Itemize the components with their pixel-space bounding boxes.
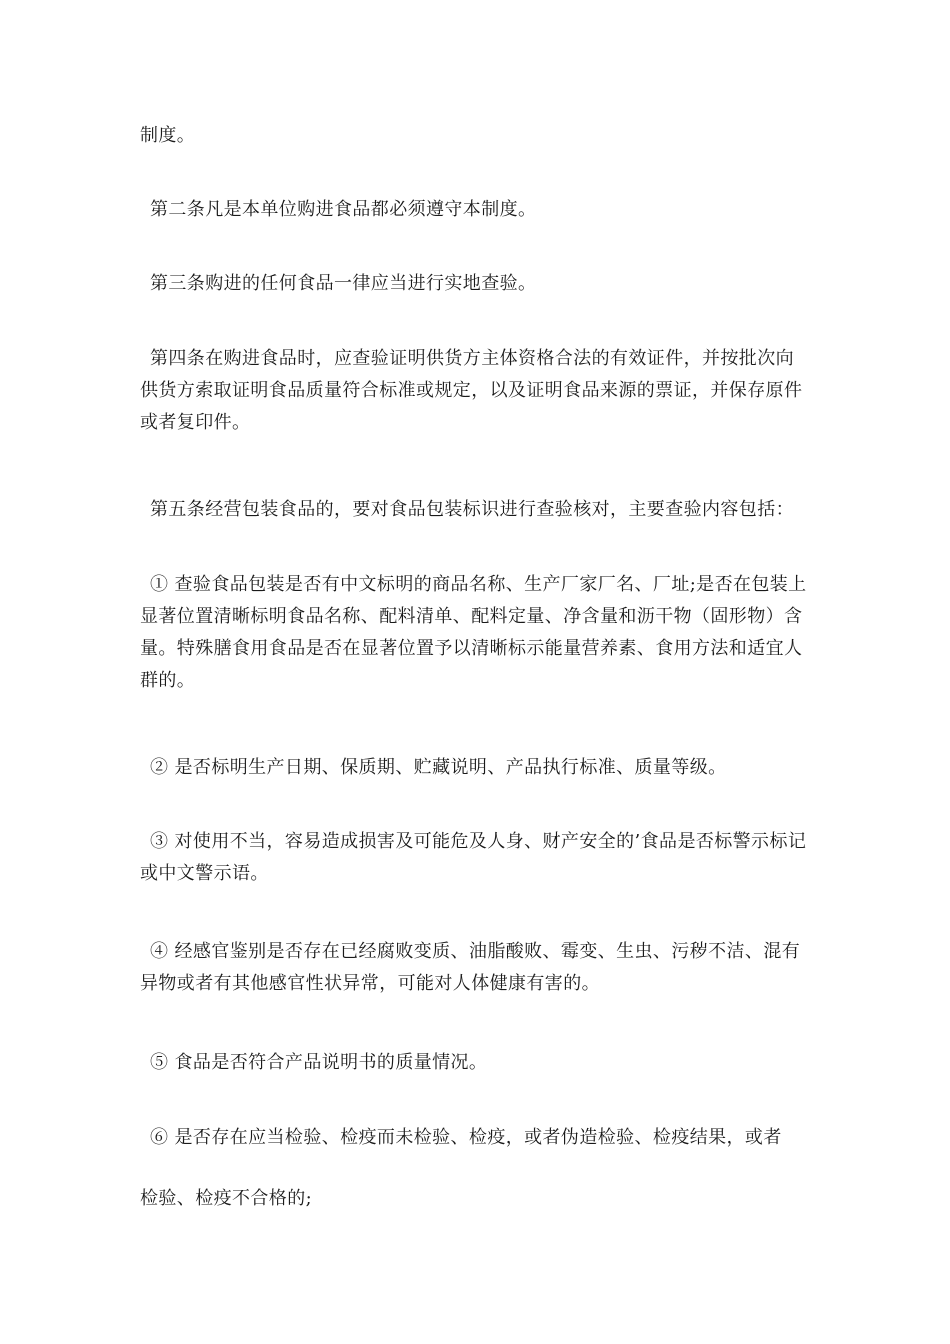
list-item-2: ② 是否标明生产日期、保质期、贮藏说明、产品执行标准、质量等级。 — [150, 757, 727, 778]
list-item-1: ① 查验食品包装是否有中文标明的商品名称、生产厂家厂名、厂址;是否在包装上显著位置清晰标明食品名称、配料清单、配料定量、净含量和沥干物（固形物）含量。特殊膳食用食品是否在显著位置予以清晰标示能量营养素、食用方法和适宜人群的。 — [140, 574, 807, 691]
list-item-6: ⑥ 是否存在应当检验、检疫而未检验、检疫，或者伪造检验、检疫结果，或者 — [150, 1127, 782, 1148]
article-2: 第二条凡是本单位购进食品都必须遵守本制度。 — [150, 199, 537, 220]
list-item-6-continuation: 检验、检疫不合格的; — [140, 1188, 313, 1209]
article-5: 第五条经营包装食品的，要对食品包装标识进行查验核对，主要查验内容包括： — [150, 499, 794, 520]
article-4: 第四条在购进食品时，应查验证明供货方主体资格合法的有效证件，并按批次向供货方索取证明食品质量符合标准或规定，以及证明食品来源的票证，并保存原件或者复印件。 — [140, 348, 803, 433]
paragraph-continuation: 制度。 — [140, 125, 196, 146]
list-item-5: ⑤ 食品是否符合产品说明书的质量情况。 — [150, 1052, 488, 1073]
list-item-3: ③ 对使用不当，容易造成损害及可能危及人身、财产安全的’食品是否标警示标记或中文警示语。 — [140, 831, 807, 884]
article-3: 第三条购进的任何食品一律应当进行实地查验。 — [150, 273, 537, 294]
list-item-4: ④ 经感官鉴别是否存在已经腐败变质、油脂酸败、霉变、生虫、污秽不洁、混有异物或者有其他感官性状异常，可能对人体健康有害的。 — [140, 941, 801, 994]
